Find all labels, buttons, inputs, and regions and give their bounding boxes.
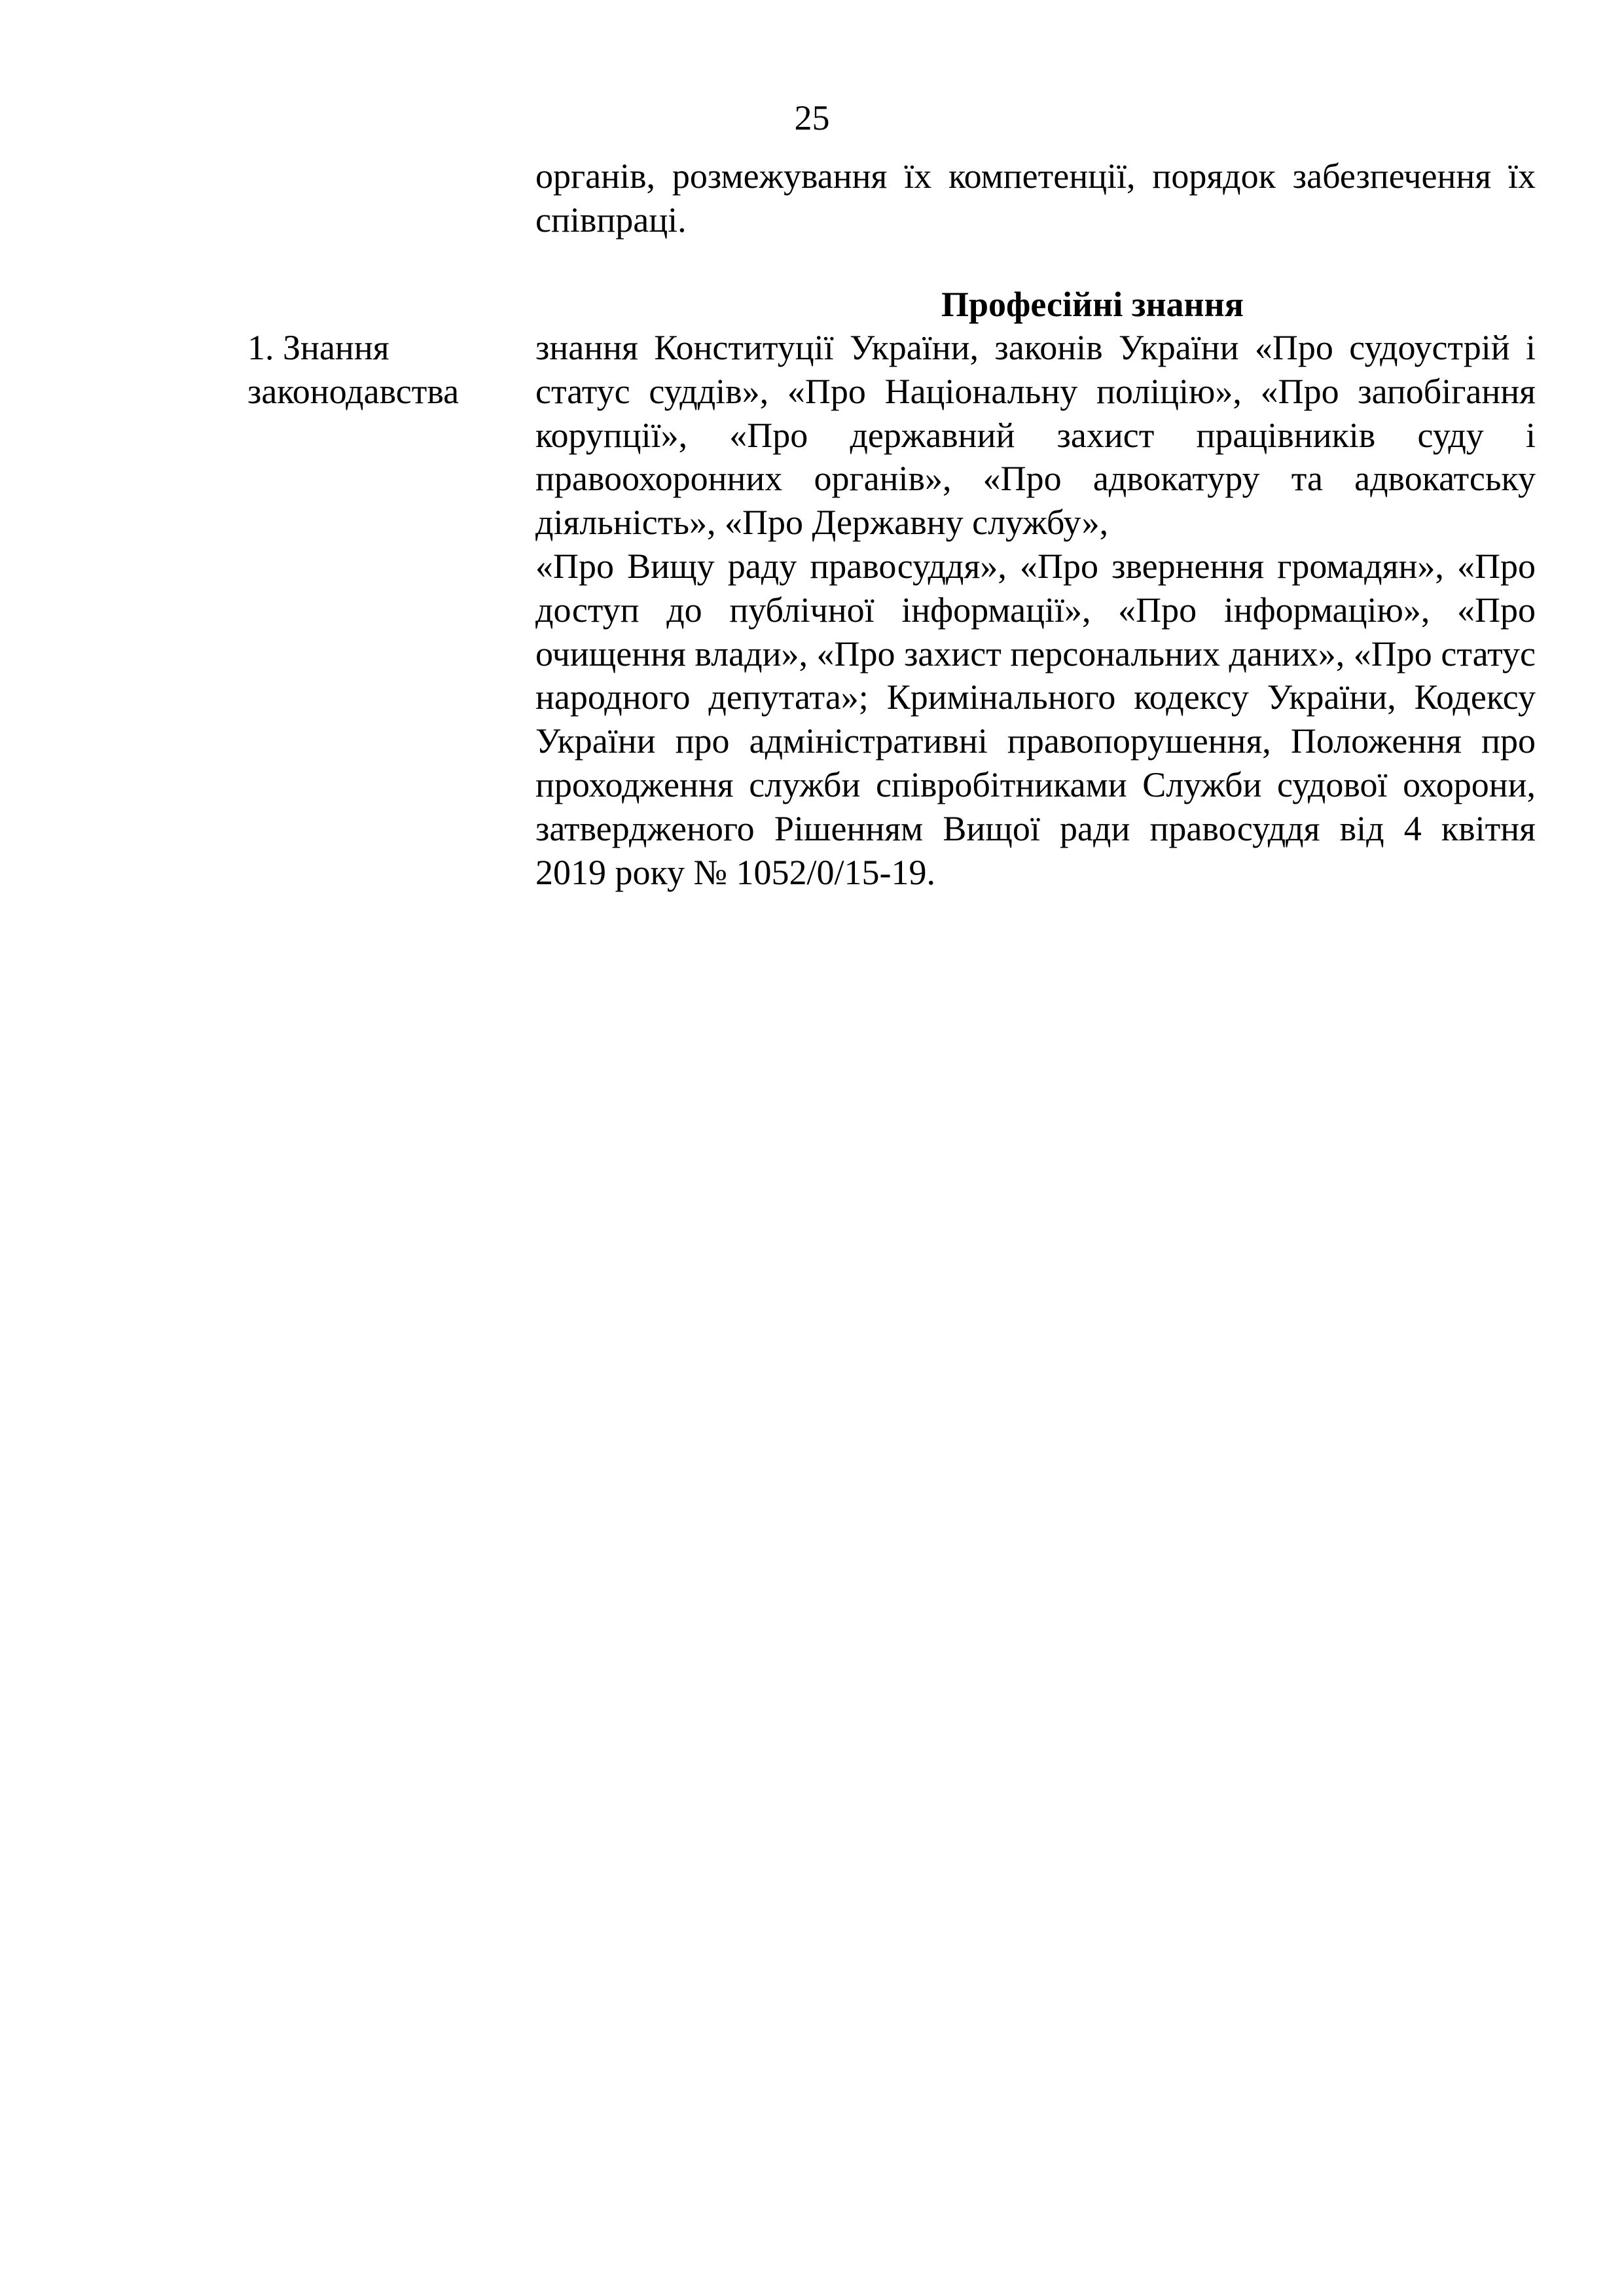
requirement-label-line-1: 1. Знання	[247, 328, 389, 367]
requirement-label	[247, 326, 522, 414]
requirement-paragraph-1: знання Конституції України, законів України «Про судоустрій і статус суддів», «Про Національну поліцію», «Про запобігання корупції», «Про державний захист працівників суду і правоохоронних органів», «Про адвокатуру та адвокатську діяльність», «Про Державну службу»,	[535, 328, 1536, 543]
requirement-paragraph-2: «Про Вищу раду правосуддя», «Про звернення громадян», «Про доступ до публічної інформації», «Про інформацію», «Про очищення влади», «Про захист персональних даних», «Про статус народного депутата»; Кримінального кодексу України, Кодексу України про адміністративні правопорушення, Положення про проходження служби співробітниками Служби судової охорони, затвердженого Рішенням Вищої ради правосуддя від 4 квітня 2019 року № 1052/0/15-19.	[535, 546, 1536, 892]
intro-paragraph: органів, розмежування їх компетенції, порядок забезпечення їх співпраці.	[535, 156, 1536, 240]
requirement-description	[535, 326, 1536, 894]
requirement-label-line-2: законодавства	[247, 371, 460, 411]
section-heading: Професійні знання	[941, 285, 1244, 324]
page-number: 25	[794, 98, 830, 137]
